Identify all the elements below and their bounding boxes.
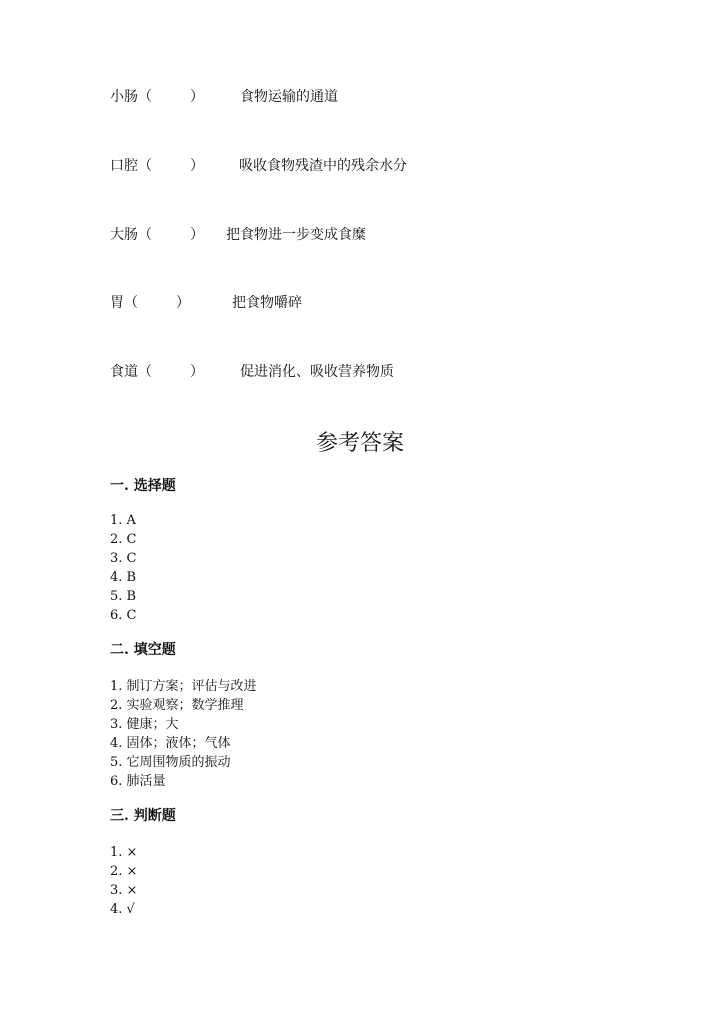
answer-list-true-false — [110, 843, 137, 919]
answer-list-multiple-choice — [110, 511, 136, 625]
answer-key-title: 参考答案 — [315, 431, 404, 456]
function-label: 食物运输的通道 — [240, 89, 338, 105]
answer-item: 6. 肺活量 — [110, 774, 166, 789]
organ-label: 胃（ — [110, 295, 138, 311]
blank-close-paren: ） — [176, 295, 190, 311]
blank-close-paren: ） — [190, 158, 204, 174]
answer-item: 5. 它周围物质的振动 — [110, 755, 231, 770]
answer-item: 4. B — [110, 570, 137, 585]
section-heading-true-false: 三. 判断题 — [110, 808, 176, 824]
function-label: 吸收食物残渣中的残余水分 — [239, 158, 407, 174]
organ-label: 小肠（ — [110, 89, 152, 105]
answer-item: 2. 实验观察；数学推理 — [110, 698, 244, 713]
organ-label: 食道（ — [110, 364, 152, 380]
answer-item: 3. C — [110, 551, 137, 566]
blank-close-paren: ） — [190, 227, 204, 243]
blank-close-paren: ） — [190, 89, 204, 105]
answer-list-fill-in-blank — [110, 677, 257, 791]
answer-item: 3. × — [110, 883, 138, 898]
answer-item: 4. 固体；液体；气体 — [110, 736, 231, 751]
answer-item: 3. 健康；大 — [110, 717, 179, 732]
answer-item: 4. √ — [110, 902, 135, 917]
answer-item: 1. × — [110, 845, 138, 860]
section-heading-fill-in-blank: 二. 填空题 — [110, 642, 176, 658]
answer-item: 2. C — [110, 532, 137, 547]
answer-item: 2. × — [110, 864, 138, 879]
organ-label: 口腔（ — [110, 158, 152, 174]
answer-item: 6. C — [110, 608, 137, 623]
answer-item: 1. A — [110, 513, 136, 528]
section-heading-multiple-choice: 一. 选择题 — [110, 478, 176, 494]
function-label: 把食物嚼碎 — [232, 295, 302, 311]
function-label: 促进消化、吸收营养物质 — [240, 364, 394, 380]
function-label: 把食物进一步变成食糜 — [226, 227, 366, 243]
blank-close-paren: ） — [190, 364, 204, 380]
answer-item: 1. 制订方案；评估与改进 — [110, 679, 257, 694]
organ-label: 大肠（ — [110, 227, 152, 243]
answer-item: 5. B — [110, 589, 137, 604]
